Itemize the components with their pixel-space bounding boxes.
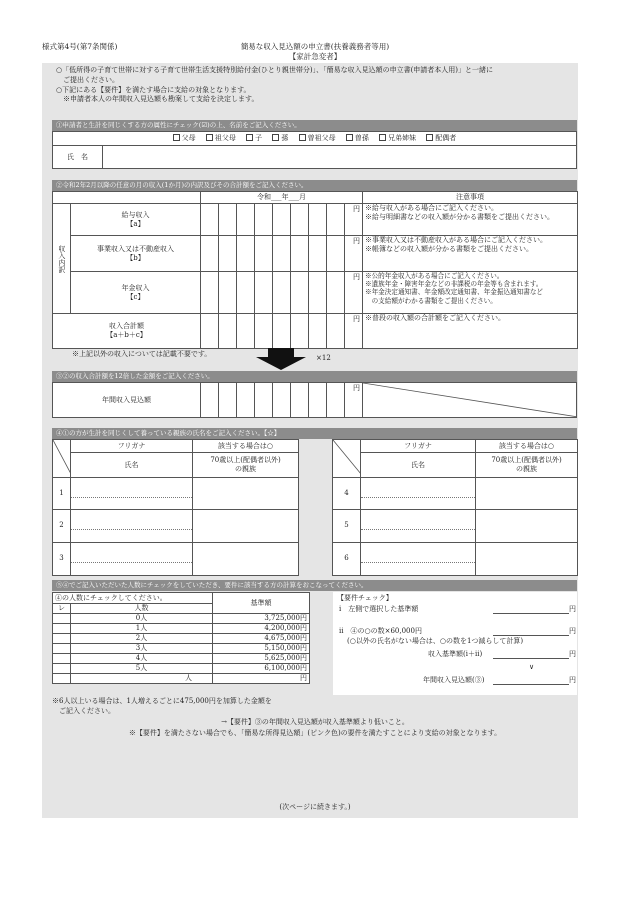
- age-check-input[interactable]: [193, 509, 299, 542]
- relative-name-input[interactable]: [361, 509, 476, 542]
- section1-box: [52, 131, 577, 169]
- check-header-sub: の親族: [516, 465, 537, 474]
- checkbox[interactable]: [246, 134, 253, 141]
- option-label: 曽孫: [354, 134, 369, 142]
- option-label: 父母: [181, 134, 196, 142]
- people-checkbox[interactable]: [53, 624, 71, 634]
- row-label: 事業収入又は不動産収入: [97, 244, 174, 253]
- checkbox[interactable]: [426, 134, 433, 141]
- notes-header: 注意事項: [363, 192, 578, 204]
- total-label: 収入合計額: [109, 322, 144, 331]
- annual-income-input[interactable]: [201, 383, 363, 417]
- section5-bar: ⑤④でご記入いただいた人数にチェックをしていただき、要件に該当する方の計算をおこなってください。: [52, 580, 577, 591]
- section2-bar: ②令和2年2月以降の任意の月の収入(1か月)の内訳及びその合計額をご記入ください。: [52, 180, 577, 191]
- base-amount: 5,625,000円: [213, 654, 310, 664]
- note-line: ご提出ください。: [56, 75, 119, 84]
- req-ii-label: ii ④の○の数×60,000円: [339, 627, 422, 635]
- form-title: 簡易な収入見込額の申立書(扶養義務者等用): [240, 42, 390, 51]
- name-label: 氏 名: [53, 146, 103, 169]
- row-note: の支給額がわかる書類をご提出ください。: [365, 296, 497, 305]
- people-count: 3人: [71, 644, 213, 654]
- annual-income-label: 年間収入見込額: [53, 383, 201, 417]
- row-number: 6: [333, 542, 361, 575]
- check-col-header: レ: [53, 604, 71, 614]
- check-header-sub: 70歳以上(配偶者以外): [491, 456, 562, 465]
- total-sub: 【a＋b＋c】: [106, 331, 147, 339]
- relative-name-input[interactable]: [71, 542, 193, 575]
- base-amount-input[interactable]: 円: [213, 674, 310, 684]
- yen-unit: 円: [353, 273, 360, 281]
- relative-name-input[interactable]: [361, 542, 476, 575]
- relative-name-input[interactable]: [361, 477, 476, 509]
- row-note: ※事業収入又は不動産収入がある場合にご記入ください。: [365, 236, 547, 244]
- yen-unit: 円: [353, 315, 360, 323]
- row-note: ※遺族年金・障害年金などの非課税の年金等も含まれます。: [365, 280, 543, 289]
- section1-bar: ①申請者と生計を同じくする方の属性にチェック(☑)の上、名前をご記入ください。: [52, 120, 577, 131]
- check-header-sub: 70歳以上(配偶者以外): [210, 456, 281, 465]
- row-note: ※給与明細書などの収入額が分かる書類をご提出ください。: [365, 212, 554, 221]
- furigana-header: フリガナ: [361, 440, 476, 453]
- people-checkbox[interactable]: [53, 654, 71, 664]
- sec5-footnote: ※6人以上いる場合は、1人増えるごとに475,000円を加算した金額を: [52, 697, 272, 705]
- row-note: ※年金決定通知書、年金額改定通知書、年金振込通知書など: [365, 288, 544, 297]
- relative-name-input[interactable]: [71, 509, 193, 542]
- section4-bar: ④①の方が生計を同じくして養っている親族の氏名をご記入ください。【☆】: [52, 428, 577, 439]
- base-amount: 6,100,000円: [213, 664, 310, 674]
- check-header: 該当する場合は○: [476, 440, 578, 453]
- option-label: 祖父母: [214, 134, 236, 142]
- checkbox[interactable]: [346, 134, 353, 141]
- yen-unit: 円: [353, 237, 360, 245]
- pension-amount-input[interactable]: [201, 272, 363, 314]
- check-title: ④の人数にチェックしてください。: [53, 593, 213, 604]
- header-diagonal: [333, 440, 361, 474]
- yen-unit: 円: [353, 205, 360, 213]
- checkbox[interactable]: [272, 134, 279, 141]
- down-arrow-icon: [256, 348, 306, 370]
- relative-name-input[interactable]: [71, 477, 193, 509]
- people-count: 2人: [71, 634, 213, 644]
- people-count: 5人: [71, 664, 213, 674]
- row-label: 給与収入: [121, 210, 150, 219]
- req-ii-input[interactable]: [493, 635, 569, 636]
- furigana-header: フリガナ: [71, 440, 193, 453]
- req-i-label: i 左側で選択した基準額: [339, 605, 419, 613]
- section3-bar: ③②の収入合計額を12倍した金額をご記入ください。: [52, 371, 577, 382]
- date-label: 令和___年___月: [201, 192, 363, 204]
- yen-unit: 円: [569, 676, 576, 684]
- total-note: ※普段の収入額の合計額をご記入ください。: [363, 314, 578, 349]
- header-diagonal: [53, 440, 71, 474]
- row-number: 2: [53, 509, 71, 542]
- base-header: 基準額: [213, 593, 310, 614]
- option-label: 曽祖父母: [307, 134, 336, 142]
- option-label: 子: [255, 134, 263, 142]
- people-count: 0人: [71, 614, 213, 624]
- people-checkbox[interactable]: [53, 644, 71, 654]
- people-checkbox[interactable]: [53, 614, 71, 624]
- row-note: ※公的年金収入がある場合にご記入ください。: [365, 272, 504, 280]
- row-sub: 【c】: [126, 292, 145, 301]
- relation-options: [53, 132, 576, 146]
- checkbox[interactable]: [299, 134, 306, 141]
- requirement-condition: →【要件】③の年間収入見込額が収入基準額より低いこと。: [221, 718, 409, 726]
- checkbox[interactable]: [173, 134, 180, 141]
- total-amount-input[interactable]: [201, 314, 363, 349]
- greater-than-symbol: ∨: [529, 663, 535, 671]
- req-title: 【要件チェック】: [337, 594, 393, 602]
- diagonal-strike: [363, 383, 577, 417]
- option-label: 兄弟姉妹: [388, 134, 417, 142]
- base-amount: 4,200,000円: [213, 624, 310, 634]
- base-amount: 5,150,000円: [213, 644, 310, 654]
- base-amount-table: [52, 592, 310, 684]
- req-ii-sub: (○以外の氏名がない場合は、○の数を1つ減らして計算): [347, 637, 524, 645]
- age-check-input[interactable]: [476, 509, 578, 542]
- checkbox[interactable]: [379, 134, 386, 141]
- req-base-label: 収入基準額(i＋ii): [428, 650, 483, 658]
- row-sub: 【b】: [126, 253, 145, 262]
- row-label: 年金収入: [121, 283, 150, 292]
- people-checkbox[interactable]: [53, 664, 71, 674]
- people-col-header: 人数: [71, 604, 213, 614]
- option-label: 配偶者: [435, 134, 457, 142]
- people-count-input[interactable]: 人: [71, 674, 213, 684]
- yen-unit: 円: [569, 650, 576, 658]
- section2-box: [52, 191, 577, 348]
- name-input[interactable]: [103, 146, 576, 169]
- note-line: ○下記にある【要件】を満たす場合に支給の対象となります。: [56, 85, 251, 94]
- intro-notes: [56, 66, 571, 105]
- times-twelve: ×12: [316, 354, 331, 362]
- row-number: 5: [333, 509, 361, 542]
- req-base-input[interactable]: [493, 658, 569, 659]
- people-count: 4人: [71, 654, 213, 664]
- yen-unit: 円: [353, 384, 360, 392]
- relatives-table-right: [332, 439, 578, 576]
- base-amount: 3,725,000円: [213, 614, 310, 624]
- yen-unit: 円: [569, 627, 576, 635]
- age-check-input[interactable]: [476, 542, 578, 575]
- name-header: 氏名: [71, 453, 193, 477]
- requirement-alt-note: ※【要件】を満たさない場合でも、「簡易な所得見込額」(ピンク色)の要件を満たすことにより支給の対象となります。: [128, 729, 502, 737]
- name-header: 氏名: [361, 453, 476, 477]
- row-note: ※帳簿などの収入額が分かる書類をご提出ください。: [365, 244, 533, 253]
- sec5-footnote: ご記入ください。: [52, 707, 115, 715]
- age-check-input[interactable]: [193, 542, 299, 575]
- base-amount: 4,675,000円: [213, 634, 310, 644]
- yen-unit: 円: [569, 605, 576, 613]
- note-line: ※申請者本人の年間収入見込額も勘案して支給を決定します。: [56, 95, 259, 104]
- section3-box: [52, 382, 577, 418]
- form-subtitle: 【家計急変者】: [288, 52, 342, 61]
- req-i-input[interactable]: [493, 613, 569, 614]
- row-sub: 【a】: [126, 219, 145, 228]
- people-count: 1人: [71, 624, 213, 634]
- form-number: 様式第4号(第7条関係): [42, 42, 118, 51]
- requirement-check-box: [333, 592, 577, 695]
- people-checkbox[interactable]: [53, 634, 71, 644]
- sec2-footnote: ※上記以外の収入については記載不要です。: [72, 350, 212, 358]
- check-header: 該当する場合は○: [193, 440, 299, 453]
- row-note: ※給与収入がある場合にご記入ください。: [365, 204, 498, 212]
- salary-amount-input[interactable]: [201, 204, 363, 236]
- note-line: ○「低所得の子育て世帯に対する子育て世帯生活支援特別給付金(ひとり親世帯分)」、「簡易な収入見込額の申立書(申請者本人用)」と一緒に: [56, 66, 494, 74]
- checkbox[interactable]: [206, 134, 213, 141]
- next-page-note: (次ページに続きます。): [279, 803, 351, 811]
- req-annual-label: 年間収入見込額(③): [423, 676, 485, 684]
- row-number: 3: [53, 542, 71, 575]
- business-amount-input[interactable]: [201, 236, 363, 272]
- check-header-sub: の親族: [235, 465, 256, 474]
- row-number: 4: [333, 477, 361, 509]
- age-check-input[interactable]: [476, 477, 578, 509]
- option-label: 孫: [281, 134, 289, 142]
- row-number: 1: [53, 477, 71, 509]
- req-annual-input[interactable]: [493, 684, 569, 685]
- people-checkbox[interactable]: [53, 674, 71, 684]
- age-check-input[interactable]: [193, 477, 299, 509]
- section4-box: [52, 439, 577, 571]
- income-breakdown-label: 収入内訳: [53, 204, 71, 314]
- relatives-table-left: [52, 439, 299, 576]
